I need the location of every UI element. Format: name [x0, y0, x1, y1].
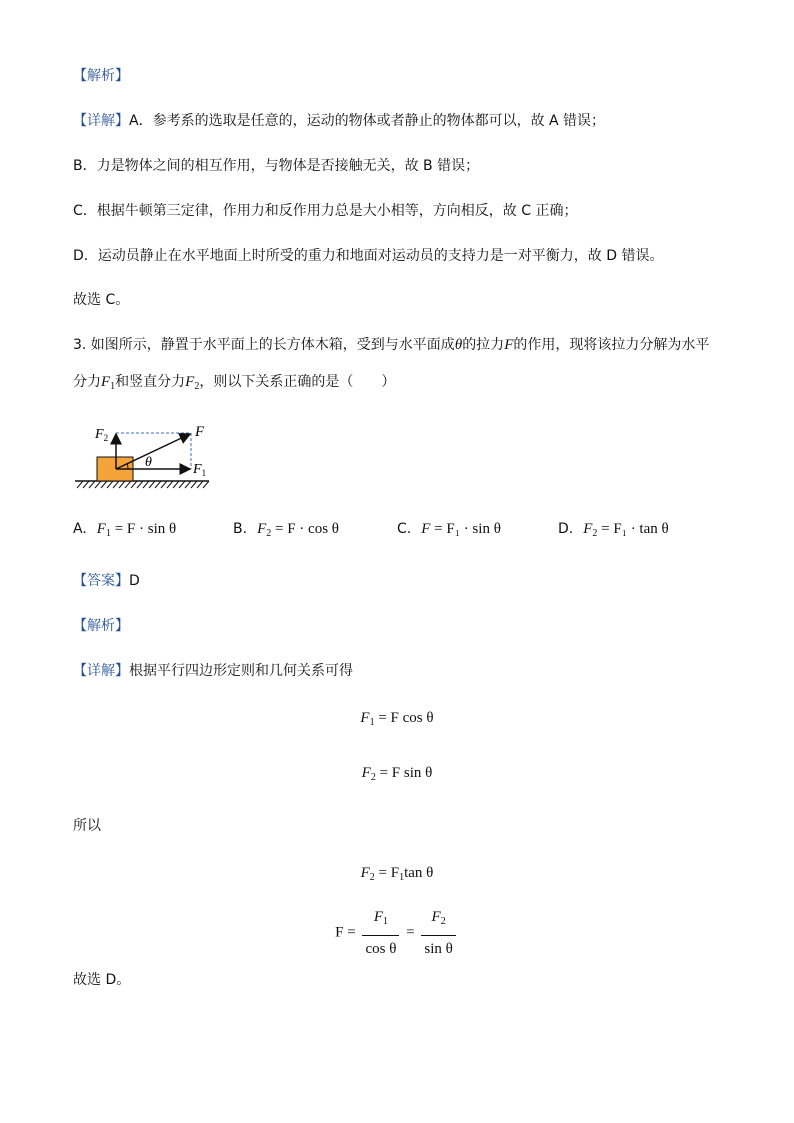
force-diagram — [73, 418, 213, 494]
option-c[interactable]: C. F = F₁ · sin θ — [397, 521, 501, 537]
option-a[interactable]: A. $F_1 = F \cdot \sin \theta$ — [73, 521, 177, 539]
analysis-heading-2: 【解析】 — [73, 618, 129, 634]
question-text: ，则以下关系正确的是（ ） — [199, 374, 396, 390]
f2-symbol: F — [185, 374, 195, 390]
so-text: 所以 — [73, 818, 101, 834]
question-text: 3. 如图所示，静置于水平面上的长方体木箱，受到与水平面成 — [73, 337, 455, 353]
option-a-explanation: A．参考系的选取是任意的，运动的物体或者静止的物体都可以，故 A 错误； — [129, 113, 606, 129]
question-text: 的拉力 — [462, 337, 505, 353]
answer-label: 【答案】 — [73, 573, 129, 589]
question-text: 和竖直分力 — [115, 374, 186, 390]
equation-2: $F_2 = F$ sin θ — [361, 765, 433, 783]
conclusion-text-2: 故选 D。 — [73, 972, 131, 988]
equation-1: $F_1 = F$ cos θ — [360, 710, 434, 728]
detail-text: 根据平行四边形定则和几何关系可得 — [129, 663, 353, 679]
equation-4: F = $\frac{F_1}{\text{cos θ}}$ = $\frac{F_2}{\text{sin θ}}$ — [0, 906, 794, 960]
f2-subscript: 2 — [194, 381, 200, 392]
option-c-explanation: C．根据牛顿第三定律，作用力和反作用力总是大小相等，方向相反，故 C 正确； — [73, 203, 578, 219]
question-text: 的作用，现将该拉力分解为水平 — [513, 337, 710, 353]
detail-line-a — [73, 111, 605, 131]
ground-hatching — [77, 481, 209, 488]
fraction-1: $\frac{F_1}{\text{cos θ}}$ — [362, 906, 399, 960]
option-b-explanation: B．力是物体之间的相互作用，与物体是否接触无关，故 B 错误； — [73, 158, 480, 174]
question-text: 分力 — [73, 374, 101, 390]
theta-symbol: θ — [454, 337, 463, 353]
equation-3: $F_2 = F_1\tan$ θ — [360, 865, 434, 883]
detail-line-2 — [73, 661, 353, 681]
analysis-heading: 【解析】 — [73, 68, 129, 84]
option-d[interactable]: D. $F_2 = F_1 \cdot \tan \theta$ — [558, 521, 669, 539]
f1-subscript: 1 — [110, 381, 116, 392]
label-f2: $F_2$ — [95, 427, 109, 443]
label-f: F — [195, 424, 205, 440]
option-b[interactable]: B. $F_2 = F \cdot \cos \theta$ — [233, 521, 339, 539]
answer-line — [73, 571, 140, 591]
label-f1: $F_1$ — [193, 462, 207, 478]
detail-label-2: 【详解】 — [73, 663, 129, 679]
fraction-2: $\frac{F_2}{\text{sin θ}}$ — [421, 906, 455, 960]
question-3-line-2 — [73, 372, 395, 397]
force-symbol: F — [504, 337, 514, 353]
option-d-explanation: D．运动员静止在水平地面上时所受的重力和地面对运动员的支持力是一对平衡力，故 D 错误。 — [73, 248, 664, 264]
question-3-line-1 — [73, 335, 709, 355]
f1-symbol: F — [101, 374, 111, 390]
answer-value: D — [129, 573, 140, 589]
detail-label: 【详解】 — [73, 113, 129, 129]
conclusion-text: 故选 C。 — [73, 292, 130, 308]
label-theta: θ — [145, 455, 152, 470]
